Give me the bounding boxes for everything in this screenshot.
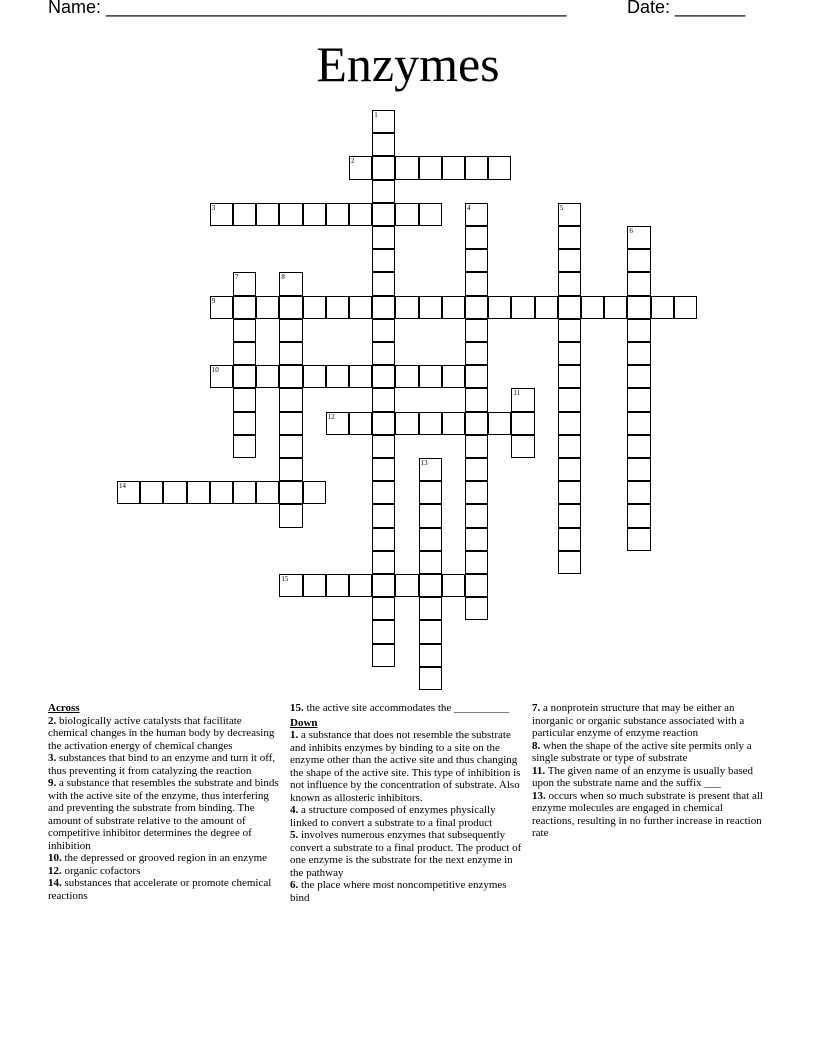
grid-cell[interactable]: [210, 203, 233, 226]
grid-cell[interactable]: [395, 296, 418, 319]
grid-cell[interactable]: [372, 365, 395, 388]
date-field[interactable]: Date: _______: [627, 0, 746, 17]
down-clue: [290, 804, 524, 829]
grid-cell[interactable]: [349, 365, 372, 388]
clue-number: 14: [119, 482, 126, 491]
grid-cell[interactable]: [233, 319, 256, 342]
grid-cell[interactable]: [558, 249, 581, 272]
grid-cell[interactable]: [233, 272, 256, 295]
grid-cell[interactable]: [558, 551, 581, 574]
grid-cell[interactable]: [419, 644, 442, 667]
grid-cell[interactable]: [279, 272, 302, 295]
grid-cell[interactable]: [627, 249, 650, 272]
clue-number: 9.: [48, 777, 57, 789]
grid-cell[interactable]: [279, 481, 302, 504]
clue-text: The given name of an enzyme is usually based upon the substrate name and the suffix ___: [532, 764, 753, 789]
grid-cell[interactable]: [558, 203, 581, 226]
clue-number: 15: [281, 575, 289, 583]
down-clue: [290, 879, 524, 904]
clue-number: 12.: [48, 864, 62, 877]
grid-cell[interactable]: [442, 412, 465, 435]
grid-cell[interactable]: [349, 156, 372, 179]
grid-cell[interactable]: [465, 412, 488, 435]
grid-cell[interactable]: [372, 412, 395, 435]
grid-cell[interactable]: [419, 597, 442, 620]
grid-cell[interactable]: [419, 504, 442, 527]
clue-text: the depressed or grooved region in an enzyme: [64, 852, 268, 864]
grid-cell[interactable]: [442, 365, 465, 388]
grid-cell[interactable]: [349, 296, 372, 319]
grid-cell[interactable]: [303, 481, 326, 504]
grid-cell[interactable]: [558, 272, 581, 295]
grid-cell[interactable]: [465, 272, 488, 295]
grid-cell[interactable]: [419, 574, 442, 597]
grid-cell[interactable]: [279, 203, 302, 226]
down-heading: Down: [290, 716, 318, 729]
grid-cell[interactable]: [279, 296, 302, 319]
grid-cell[interactable]: [303, 203, 326, 226]
grid-cell[interactable]: [372, 644, 395, 667]
grid-cell[interactable]: [163, 481, 186, 504]
clue-text: the place where most noncompetitive enzymes bind: [290, 879, 507, 904]
clue-number: 8.: [532, 739, 541, 752]
grid-cell[interactable]: [279, 388, 302, 411]
grid-cell[interactable]: [511, 435, 534, 458]
clue-text: biologically active catalysts that facilitate chemical changes in the human body by decreasing the activation energy of chemical changes: [48, 714, 275, 752]
grid-cell[interactable]: [604, 296, 627, 319]
grid-cell[interactable]: [442, 574, 465, 597]
grid-cell[interactable]: [372, 319, 395, 342]
grid-cell[interactable]: [210, 365, 233, 388]
clue-number: 4.: [290, 804, 299, 816]
grid-cell[interactable]: [256, 203, 279, 226]
down-clue: [532, 702, 768, 740]
grid-cell[interactable]: [465, 249, 488, 272]
grid-cell[interactable]: [442, 156, 465, 179]
grid-cell[interactable]: [279, 342, 302, 365]
grid-cell[interactable]: [326, 203, 349, 226]
grid-cell[interactable]: [558, 481, 581, 504]
grid-cell[interactable]: [233, 412, 256, 435]
across-clue: [48, 777, 284, 852]
grid-cell[interactable]: [233, 481, 256, 504]
clue-text: a structure composed of enzymes physically linked to convert a substrate to a final product: [290, 804, 496, 829]
name-field[interactable]: Name: ______________________________________________: [48, 0, 567, 17]
grid-cell[interactable]: [419, 203, 442, 226]
grid-cell[interactable]: [674, 296, 697, 319]
grid-cell[interactable]: [233, 365, 256, 388]
grid-cell[interactable]: [627, 319, 650, 342]
grid-cell[interactable]: [627, 435, 650, 458]
grid-cell[interactable]: [488, 156, 511, 179]
across-clue: [48, 852, 284, 865]
grid-cell[interactable]: [465, 203, 488, 226]
grid-cell[interactable]: [627, 342, 650, 365]
grid-cell[interactable]: [558, 296, 581, 319]
clue-number: 11: [513, 389, 521, 398]
clue-text: a substance that does not resemble the substrate and inhibits enzymes by binding to a site on the enzyme other than the active site and thus changing the shape of the active site. This type of inhibition is not influence by the concentration of substrate. Also known as allosteric inhibitors.: [290, 729, 521, 804]
grid-cell[interactable]: [419, 296, 442, 319]
across-clue: [48, 715, 284, 753]
clue-number: 6.: [290, 879, 299, 891]
grid-cell[interactable]: [233, 342, 256, 365]
grid-cell[interactable]: [465, 504, 488, 527]
grid-cell[interactable]: [511, 388, 534, 411]
grid-cell[interactable]: [279, 574, 302, 597]
grid-cell[interactable]: [465, 528, 488, 551]
grid-cell[interactable]: [627, 272, 650, 295]
clue-text: a nonprotein structure that may be either an inorganic or organic substance associated with a particular enzyme of enzyme reaction: [532, 702, 745, 739]
grid-cell[interactable]: [279, 458, 302, 481]
grid-cell[interactable]: [558, 365, 581, 388]
grid-cell[interactable]: [372, 180, 395, 203]
grid-cell[interactable]: [326, 412, 349, 435]
grid-cell[interactable]: [372, 249, 395, 272]
grid-cell[interactable]: [372, 110, 395, 133]
clue-number: 5.: [290, 829, 299, 841]
clue-number: 6: [629, 227, 633, 235]
grid-cell[interactable]: [117, 481, 140, 504]
across-clue: [48, 877, 284, 902]
grid-cell[interactable]: [326, 365, 349, 388]
grid-cell[interactable]: [395, 365, 418, 388]
down-clue: [532, 790, 768, 840]
clue-number: 3: [211, 203, 216, 212]
clues-column-3: [532, 702, 768, 840]
clues-column-2: [290, 702, 524, 904]
grid-cell[interactable]: [303, 296, 326, 319]
grid-cell[interactable]: [558, 342, 581, 365]
grid-cell[interactable]: [558, 226, 581, 249]
across-clue: [290, 702, 524, 715]
grid-cell[interactable]: [326, 296, 349, 319]
down-clue: [290, 829, 524, 879]
grid-cell[interactable]: [395, 203, 418, 226]
clue-number: 13: [420, 459, 428, 467]
grid-cell[interactable]: [256, 365, 279, 388]
grid-cell[interactable]: [558, 388, 581, 411]
clue-number: 2.: [48, 714, 57, 727]
grid-cell[interactable]: [419, 365, 442, 388]
grid-cell[interactable]: [419, 620, 442, 643]
grid-cell[interactable]: [372, 272, 395, 295]
clue-text: substances that accelerate or promote chemical reactions: [48, 877, 272, 902]
grid-cell[interactable]: [233, 203, 256, 226]
across-heading: Across: [48, 702, 80, 714]
clue-number: 8: [281, 273, 285, 282]
down-clue: [532, 740, 768, 765]
clue-number: 15.: [290, 702, 304, 714]
down-clue: [290, 729, 524, 804]
grid-cell[interactable]: [372, 458, 395, 481]
grid-cell[interactable]: [465, 365, 488, 388]
grid-cell[interactable]: [372, 528, 395, 551]
grid-cell[interactable]: [279, 504, 302, 527]
grid-cell[interactable]: [419, 481, 442, 504]
grid-cell[interactable]: [558, 412, 581, 435]
clue-number: 14.: [48, 877, 62, 889]
grid-cell[interactable]: [349, 412, 372, 435]
grid-cell[interactable]: [372, 620, 395, 643]
grid-cell[interactable]: [419, 551, 442, 574]
clues-column-1: [48, 702, 284, 902]
grid-cell[interactable]: [442, 296, 465, 319]
grid-cell[interactable]: [233, 296, 256, 319]
grid-cell[interactable]: [419, 528, 442, 551]
grid-cell[interactable]: [627, 412, 650, 435]
clue-number: 13.: [532, 789, 546, 802]
grid-cell[interactable]: [372, 342, 395, 365]
clue-number: 7.: [532, 702, 541, 714]
grid-cell[interactable]: [651, 296, 674, 319]
grid-cell[interactable]: [558, 504, 581, 527]
clue-text: organic cofactors: [64, 864, 141, 877]
grid-cell[interactable]: [511, 296, 534, 319]
grid-cell[interactable]: [558, 319, 581, 342]
page-title: Enzymes: [316, 36, 500, 92]
across-clue: [48, 865, 284, 878]
grid-cell[interactable]: [349, 574, 372, 597]
grid-cell[interactable]: [465, 597, 488, 620]
grid-cell[interactable]: [210, 296, 233, 319]
grid-cell[interactable]: [372, 551, 395, 574]
grid-cell[interactable]: [303, 574, 326, 597]
grid-cell[interactable]: [465, 574, 488, 597]
grid-cell[interactable]: [465, 481, 488, 504]
grid-cell[interactable]: [627, 226, 650, 249]
grid-cell[interactable]: [372, 388, 395, 411]
clue-text: when the shape of the active site permits only a single substrate or type of substrate: [532, 739, 752, 764]
grid-cell[interactable]: [256, 481, 279, 504]
grid-cell[interactable]: [627, 481, 650, 504]
grid-cell[interactable]: [465, 226, 488, 249]
grid-cell[interactable]: [372, 296, 395, 319]
grid-cell[interactable]: [465, 388, 488, 411]
grid-cell[interactable]: [465, 296, 488, 319]
grid-cell[interactable]: [326, 574, 349, 597]
grid-cell[interactable]: [627, 528, 650, 551]
down-clue: [532, 765, 768, 790]
grid-cell[interactable]: [395, 574, 418, 597]
grid-cell[interactable]: [233, 388, 256, 411]
grid-cell[interactable]: [140, 481, 163, 504]
grid-cell[interactable]: [627, 365, 650, 388]
grid-cell[interactable]: [395, 156, 418, 179]
grid-cell[interactable]: [419, 667, 442, 690]
grid-cell[interactable]: [279, 365, 302, 388]
grid-cell[interactable]: [535, 296, 558, 319]
grid-cell[interactable]: [419, 412, 442, 435]
grid-cell[interactable]: [279, 319, 302, 342]
clue-number: 1: [374, 111, 378, 119]
grid-cell[interactable]: [372, 481, 395, 504]
clue-number: 10.: [48, 852, 62, 864]
grid-cell[interactable]: [233, 435, 256, 458]
grid-cell[interactable]: [372, 226, 395, 249]
grid-cell[interactable]: [465, 156, 488, 179]
grid-cell[interactable]: [210, 481, 233, 504]
grid-cell[interactable]: [465, 458, 488, 481]
grid-cell[interactable]: [349, 203, 372, 226]
grid-cell[interactable]: [465, 342, 488, 365]
grid-cell[interactable]: [279, 435, 302, 458]
grid-cell[interactable]: [395, 412, 418, 435]
grid-cell[interactable]: [372, 597, 395, 620]
clue-number: 11.: [532, 764, 546, 777]
grid-cell[interactable]: [558, 528, 581, 551]
grid-cell[interactable]: [279, 412, 302, 435]
grid-cell[interactable]: [419, 458, 442, 481]
grid-cell[interactable]: [627, 458, 650, 481]
across-clue: [48, 752, 284, 777]
grid-cell[interactable]: [187, 481, 210, 504]
clue-number: 1.: [290, 729, 299, 741]
grid-cell[interactable]: [581, 296, 604, 319]
grid-cell[interactable]: [256, 296, 279, 319]
clue-text: a substance that resembles the substrate and binds with the active site of the enzyme, thus interfering and preventing the substrate from binding. The amount of substrate relative to the amount of competitive inhibitor determines the degree of inhibition: [48, 777, 279, 852]
grid-cell[interactable]: [558, 458, 581, 481]
grid-cell[interactable]: [303, 365, 326, 388]
grid-cell[interactable]: [419, 156, 442, 179]
grid-cell[interactable]: [511, 412, 534, 435]
clue-number: 7: [235, 273, 239, 282]
clue-number: 5: [559, 203, 564, 212]
clue-number: 10: [211, 366, 219, 375]
grid-cell[interactable]: [372, 156, 395, 179]
clue-number: 2: [351, 157, 355, 166]
grid-cell[interactable]: [465, 435, 488, 458]
clue-text: occurs when so much substrate is present that all enzyme molecules are engaged in chemical reactions, resulting in no further increase in reaction rate: [532, 789, 763, 839]
grid-cell[interactable]: [558, 435, 581, 458]
grid-cell[interactable]: [372, 133, 395, 156]
grid-cell[interactable]: [372, 203, 395, 226]
grid-cell[interactable]: [465, 551, 488, 574]
clue-text: the active site accommodates the __________: [306, 702, 510, 714]
grid-cell[interactable]: [465, 319, 488, 342]
grid-cell[interactable]: [488, 296, 511, 319]
clue-number: 12: [327, 412, 335, 421]
clue-number: 9: [211, 296, 216, 305]
clue-number: 3.: [48, 752, 57, 764]
grid-cell[interactable]: [372, 504, 395, 527]
grid-cell[interactable]: [627, 296, 650, 319]
grid-cell[interactable]: [627, 388, 650, 411]
clue-number: 4: [467, 203, 471, 212]
grid-cell[interactable]: [488, 412, 511, 435]
grid-cell[interactable]: [372, 435, 395, 458]
grid-cell[interactable]: [372, 574, 395, 597]
clue-text: involves numerous enzymes that subsequently convert a substrate to a final product. The product of one enzyme is the substrate for the next enzyme in the pathway: [290, 829, 522, 879]
grid-cell[interactable]: [627, 504, 650, 527]
clue-text: substances that bind to an enzyme and turn it off, thus preventing it from catalyzing the reaction: [48, 752, 276, 777]
